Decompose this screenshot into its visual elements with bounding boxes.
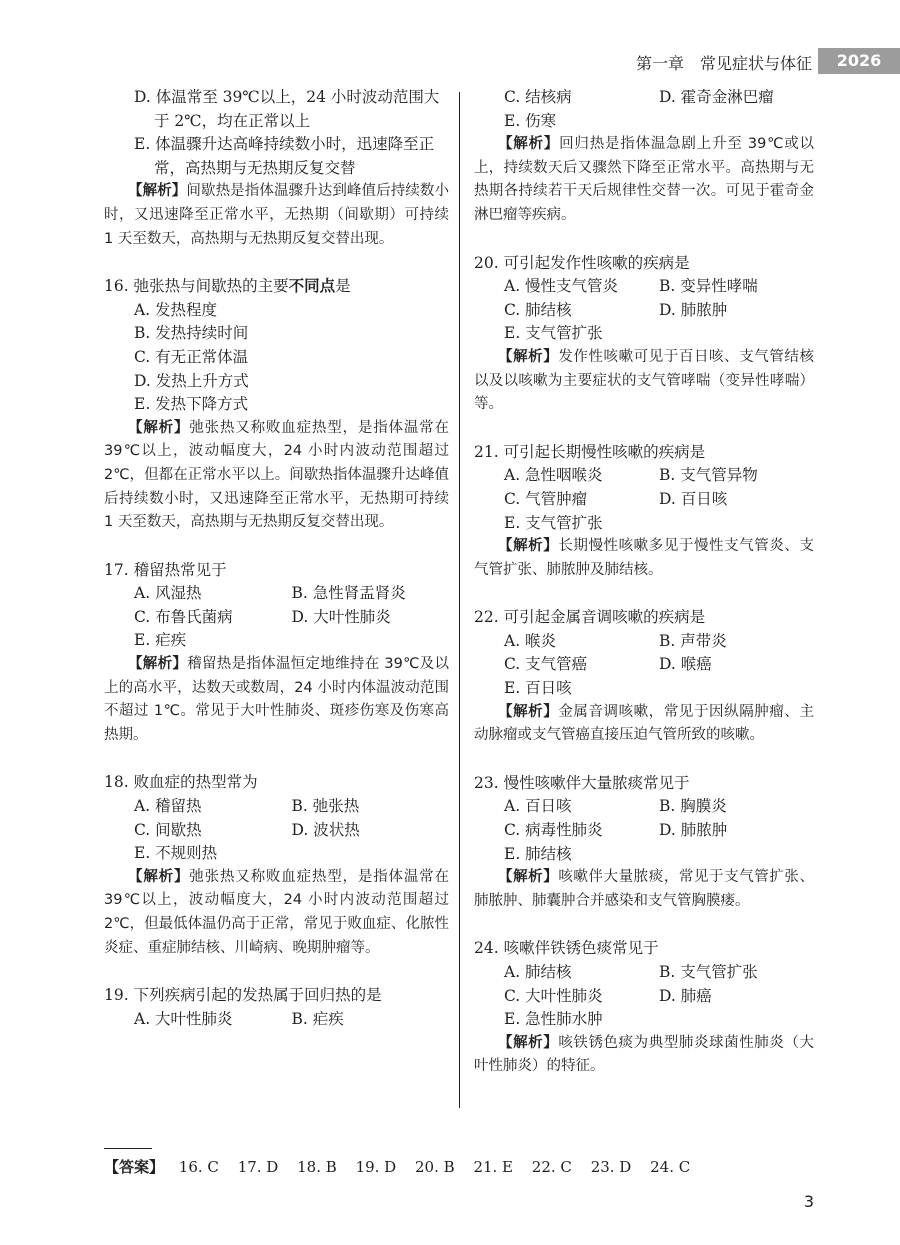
explanation-tag: 【解析】 [498,538,559,555]
option: E. 发热下降方式 [134,395,249,414]
option: E. 百日咳 [504,679,572,698]
explanation-tag: 【解析】 [498,136,560,153]
option: A. 喉炎 [504,631,557,650]
explanation-text: 间歇热是指体温骤升达到峰值后持续数小时，又迅速降至正常水平，无热期（间歇期）可持续 1 天至数天，高热期与无热期反复交替出现。 [104,183,450,247]
answer-item: 22. C [531,1158,572,1176]
option-row [474,86,814,110]
option: E. 疟疾 [134,631,187,650]
explanation-text: 稽留热是指体温恒定地维持在 39℃及以上的高水平，达数天或数周，24 小时内体温波动范围不超过 1℃。常见于大叶性肺炎、斑疹伤寒及伤寒高热期。 [104,656,450,743]
option: A. 肺结核 [504,963,572,981]
question-stem: 21. 可引起长期慢性咳嗽的疾病是 [474,442,706,461]
option: E. 不规则热 [134,844,218,863]
answer-key [104,1156,704,1177]
option: B. 声带炎 [659,631,727,650]
column-divider [459,92,460,1108]
option: B. 急性肾盂肾炎 [291,584,406,603]
question-19-continued [474,86,814,228]
option: B. 发热持续时间 [134,324,249,343]
explanation [104,180,449,251]
option: D. 肺癌 [659,986,712,1005]
option-row [474,630,814,654]
option: C. 气管肿瘤 [504,489,588,508]
option: E. 支气管扩张 [504,324,603,343]
option-row [474,275,814,299]
option-row [104,819,449,843]
explanation [474,1032,814,1079]
question-stem: 17. 稽留热常见于 [104,560,227,579]
question-23 [474,772,814,914]
explanation-text: 咳铁锈色痰为典型肺炎球菌性肺炎（大叶性肺炎）的特征。 [474,1034,815,1075]
option: B. 弛张热 [291,797,360,816]
option: E. 体温骤升达高峰持续数小时，迅速降至正常，高热期与无热期反复交替 [134,135,435,177]
right-column [474,86,814,1079]
explanation-tag: 【解析】 [128,868,190,885]
chapter-title: 第一章 常见症状与体征 [635,54,812,73]
explanation [474,701,814,748]
answer-item: 19. D [355,1158,397,1176]
question-stem: 24. 咳嗽伴铁锈色痰常见于 [474,939,659,958]
option: E. 急性肺水肿 [504,1010,603,1029]
answer-item: 21. E [473,1158,514,1176]
option: A. 大叶性肺炎 [134,1009,233,1028]
option: D. 肺脓肿 [659,821,728,840]
option: D. 发热上升方式 [134,371,249,390]
question-stem: 19. 下列疾病引起的发热属于回归热的是 [104,986,382,1005]
option-row [104,582,449,606]
question-stem: 23. 慢性咳嗽伴大量脓痰常见于 [474,773,690,792]
option: B. 变异性哮喘 [659,277,758,296]
answer-item: 20. B [415,1158,455,1176]
option: C. 支气管癌 [504,655,588,674]
option-row [474,299,814,323]
option: D. 大叶性肺炎 [291,607,391,626]
option-row [474,464,814,488]
answer-rule [104,1148,152,1149]
year-badge: 2026 [818,48,900,74]
question-stem: 16. 弛张热与间歇热的主要不同点是 [104,277,351,296]
explanation [474,346,814,417]
answer-tag: 【答案】 [104,1158,165,1176]
option: A. 慢性支气管炎 [504,277,619,296]
option: A. 风湿热 [134,584,202,603]
question-19 [104,984,449,1031]
explanation-tag: 【解析】 [498,1034,559,1051]
option: D. 百日咳 [659,489,728,508]
explanation [474,133,814,227]
answer-item: 16. C [178,1158,219,1176]
explanation-tag: 【解析】 [128,183,187,200]
question-22 [474,606,814,748]
option: C. 结核病 [504,88,572,106]
option-row [474,488,814,512]
emphasis: 不同点 [288,277,336,296]
option: B. 胸膜炎 [659,797,727,816]
answer-item: 23. D [590,1158,632,1176]
answer-item: 24. C [650,1158,691,1176]
explanation-tag: 【解析】 [498,703,559,720]
answer-item: 18. B [297,1158,337,1176]
explanation [474,535,814,582]
option: D. 波状热 [291,820,360,839]
question-18 [104,771,449,960]
option: D. 肺脓肿 [659,300,728,319]
option: E. 肺结核 [504,844,572,863]
option-row [474,961,814,985]
option-row [474,819,814,843]
option-row [474,985,814,1009]
option-row [474,653,814,677]
explanation-tag: 【解析】 [498,869,559,886]
question-stem: 22. 可引起金属音调咳嗽的疾病是 [474,608,706,627]
option: D. 霍奇金淋巴瘤 [659,88,774,106]
option-row [104,606,449,630]
left-column [104,86,449,1031]
option: A. 百日咳 [504,797,572,816]
option: A. 稽留热 [134,797,202,816]
option: C. 有无正常体温 [134,347,249,366]
question-20 [474,252,814,417]
option: D. 体温常至 39℃以上，24 小时波动范围大于 2℃，均在正常以上 [134,88,440,130]
option: A. 发热程度 [134,300,218,319]
option: B. 支气管扩张 [659,963,758,981]
explanation-text: 弛张热又称败血症热型，是指体温常在 39℃以上，波动幅度大，24 小时内波动范围超过 2℃，但都在正常水平以上。间歇热指体温骤升达峰值后持续数小时，又迅速降至正常水平，无热期可持续 1 天至数天，高热期与无热期反复交替出现。 [104,419,450,531]
explanation-text: 金属音调咳嗽，常见于因纵隔肿瘤、主动脉瘤或支气管癌直接压迫气管所致的咳嗽。 [474,703,815,744]
question-17 [104,559,449,748]
question-21 [474,441,814,583]
explanation-tag: 【解析】 [128,419,190,436]
explanation-text: 长期慢性咳嗽多见于慢性支气管炎、支气管扩张、肺脓肿及肺结核。 [474,538,815,578]
question-24 [474,937,814,1079]
option: D. 喉癌 [659,655,712,674]
option-row [104,1008,449,1032]
answer-item: 17. D [237,1158,279,1176]
explanation [104,653,449,747]
option: A. 急性咽喉炎 [504,466,603,485]
page-number: 3 [803,1192,814,1211]
explanation-text: 发作性咳嗽可见于百日咳、支气管结核以及以咳嗽为主要症状的支气管哮喘（变异性哮喘）等。 [474,348,815,413]
explanation-text: 弛张热又称败血症热型，是指体温常在 39℃以上，波动幅度大，24 小时内波动范围超过 2℃，但最低体温仍高于正常，常见于败血症、化脓性炎症、重症肺结核、川崎病、晚期肿瘤等。 [104,868,450,956]
explanation-text: 回归热是指体温急剧上升至 39℃或以上，持续数天后又骤然下降至正常水平。高热期与无热期各持续若干天后规律性交替一次。可见于霍奇金淋巴瘤等疾病。 [474,136,815,223]
question-stem: 18. 败血症的热型常为 [104,773,258,792]
explanation [104,417,449,535]
option: E. 伤寒 [504,111,557,130]
option: C. 布鲁氏菌病 [134,607,233,626]
option: C. 肺结核 [504,300,572,319]
question-stem: 20. 可引起发作性咳嗽的疾病是 [474,253,690,272]
question-16 [104,275,449,535]
option: B. 疟疾 [291,1009,344,1028]
option-row [474,795,814,819]
explanation-tag: 【解析】 [498,348,559,365]
option: C. 病毒性肺炎 [504,821,603,840]
explanation-text: 咳嗽伴大量脓痰，常见于支气管扩张、肺脓肿、肺囊肿合并感染和支气管胸膜瘘。 [474,869,815,909]
explanation [474,866,814,913]
option: C. 大叶性肺炎 [504,986,603,1005]
option: B. 支气管异物 [659,466,758,485]
explanation-tag: 【解析】 [128,656,188,673]
option: C. 间歇热 [134,820,202,839]
explanation [104,866,449,960]
option: E. 支气管扩张 [504,513,603,532]
option-row [104,795,449,819]
